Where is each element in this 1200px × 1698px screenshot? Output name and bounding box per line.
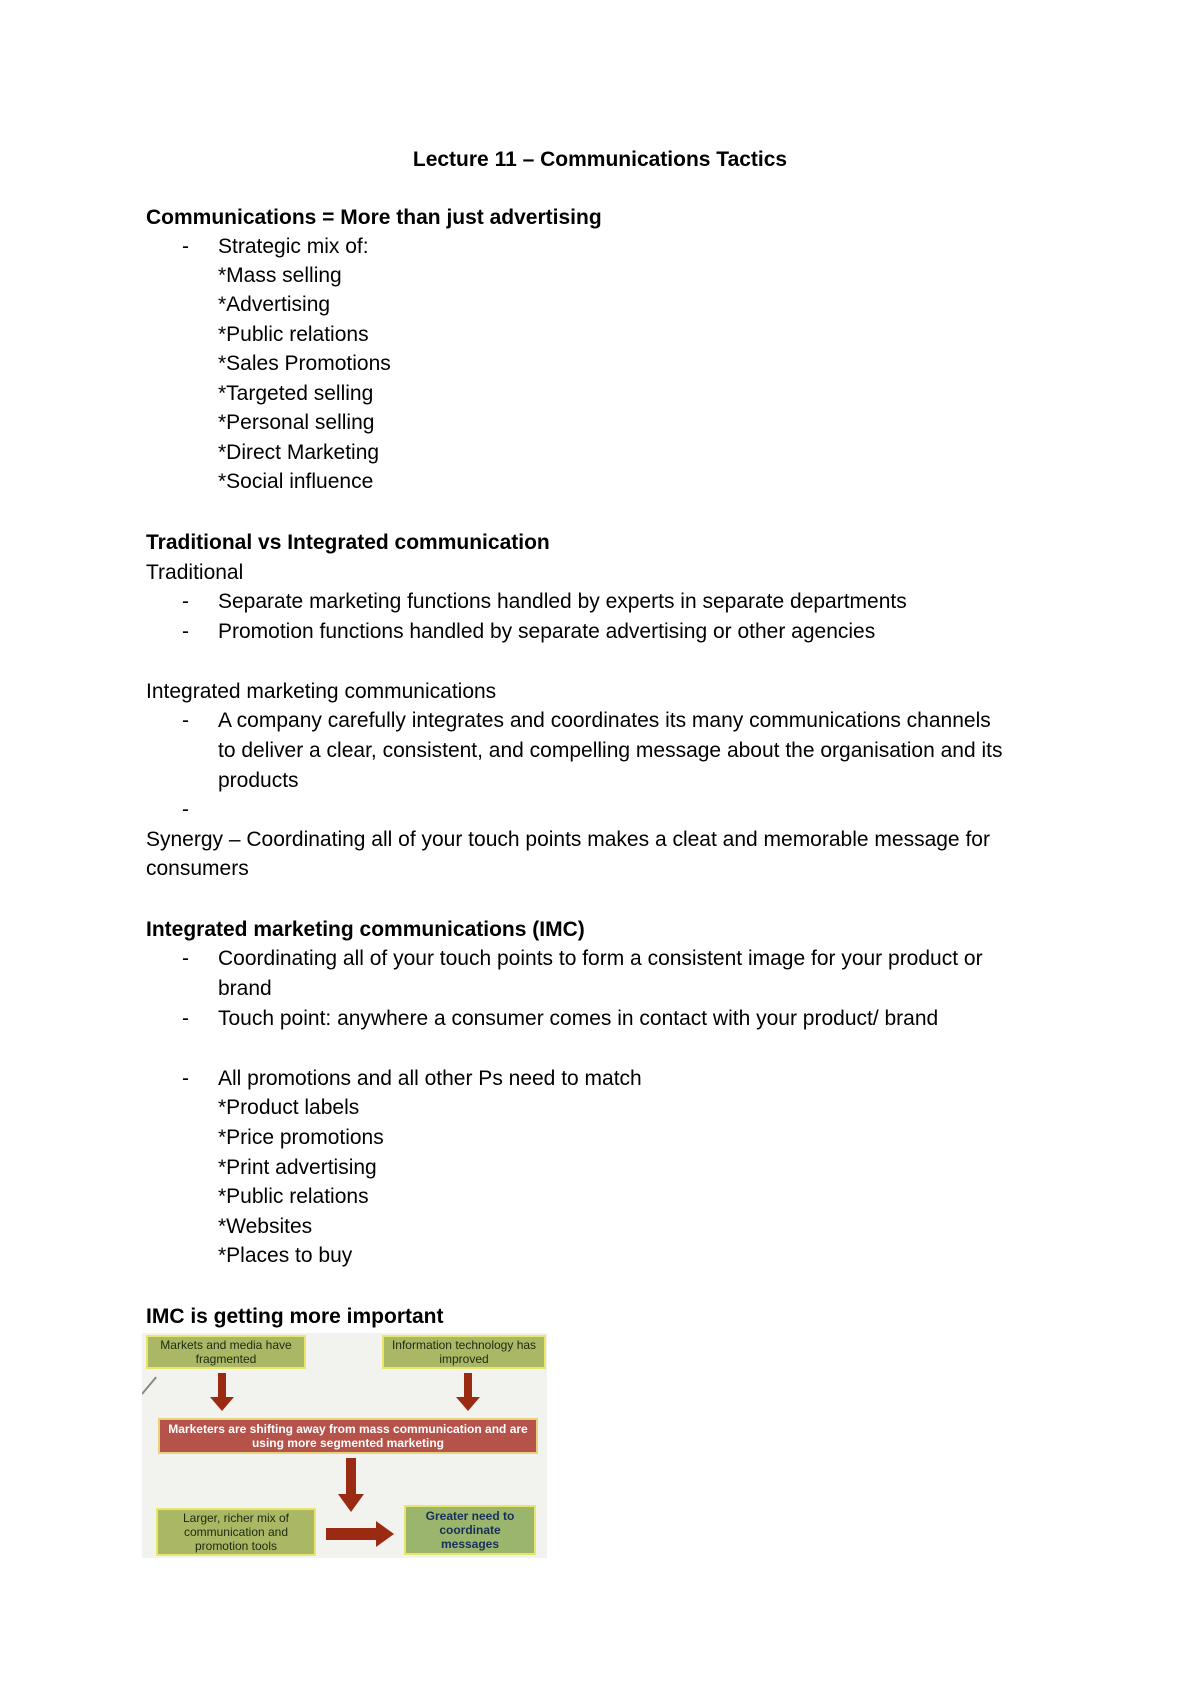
subheading-traditional: Traditional xyxy=(146,561,244,584)
imc-diagram xyxy=(142,1333,547,1558)
bullet-item: Touch point: anywhere a consumer comes in contact with your product/ brand xyxy=(218,1007,939,1030)
box-markets-fragmented: Markets and media have fragmented xyxy=(146,1335,306,1369)
list-item: *Product labels xyxy=(218,1096,360,1119)
box-marketers-shifting: Marketers are shifting away from mass communication and are using more segmented marketing xyxy=(158,1418,538,1454)
bullet-dash: - xyxy=(182,709,189,732)
list-item: *Places to buy xyxy=(218,1244,353,1267)
list-item: *Targeted selling xyxy=(218,382,374,405)
bullet-dash: - xyxy=(182,947,189,970)
box-greater-need: Greater need to coordinate messages xyxy=(404,1505,536,1555)
bullet-dash: - xyxy=(182,1007,189,1030)
section-heading-imc: Integrated marketing communications (IMC) xyxy=(146,918,585,941)
list-item: *Direct Marketing xyxy=(218,441,380,464)
page-title: Lecture 11 – Communications Tactics xyxy=(412,148,788,171)
bullet-item-line: A company carefully integrates and coordinates its many communications channels xyxy=(218,709,991,732)
synergy-line: consumers xyxy=(146,857,249,880)
list-item: *Print advertising xyxy=(218,1156,377,1179)
list-item: *Sales Promotions xyxy=(218,352,391,375)
list-item: *Advertising xyxy=(218,293,331,316)
synergy-line: Synergy – Coordinating all of your touch points makes a cleat and memorable message for xyxy=(146,828,990,851)
list-item: *Websites xyxy=(218,1215,313,1238)
bullet-item-line: to deliver a clear, consistent, and compelling message about the organisation and its xyxy=(218,739,1003,762)
diagonal-mark xyxy=(142,1377,157,1395)
box-larger-richer-mix: Larger, richer mix of communication and promotion tools xyxy=(156,1508,316,1556)
bullet-dash: - xyxy=(182,1067,189,1090)
bullet-item-line: Coordinating all of your touch points to form a consistent image for your product or xyxy=(218,947,983,970)
arrow-down-center-icon xyxy=(338,1458,364,1514)
bullet-strategic-mix: Strategic mix of: xyxy=(218,235,369,258)
bullet-dash-empty: - xyxy=(182,798,189,821)
box-information-technology: Information technology has improved xyxy=(382,1335,546,1369)
bullet-item: Promotion functions handled by separate advertising or other agencies xyxy=(218,620,876,643)
list-item: *Price promotions xyxy=(218,1126,384,1149)
list-item: *Mass selling xyxy=(218,264,342,287)
bullet-item: Separate marketing functions handled by experts in separate departments xyxy=(218,590,907,613)
bullet-item: All promotions and all other Ps need to match xyxy=(218,1067,642,1090)
bullet-dash: - xyxy=(182,235,189,258)
bullet-item-line: brand xyxy=(218,977,272,1000)
list-item: *Personal selling xyxy=(218,411,375,434)
section-heading-traditional-vs-integrated: Traditional vs Integrated communication xyxy=(146,531,550,554)
bullet-dash: - xyxy=(182,620,189,643)
bullet-dash: - xyxy=(182,590,189,613)
list-item: *Public relations xyxy=(218,323,369,346)
section-heading-communications: Communications = More than just advertising xyxy=(146,206,602,229)
list-item: *Social influence xyxy=(218,470,374,493)
arrow-right-icon xyxy=(326,1521,396,1547)
arrow-down-right-icon xyxy=(456,1373,480,1413)
list-item: *Public relations xyxy=(218,1185,369,1208)
subheading-imc: Integrated marketing communications xyxy=(146,680,497,703)
arrow-down-left-icon xyxy=(210,1373,234,1413)
bullet-item-line: products xyxy=(218,769,299,792)
section-heading-imc-important: IMC is getting more important xyxy=(146,1305,444,1328)
